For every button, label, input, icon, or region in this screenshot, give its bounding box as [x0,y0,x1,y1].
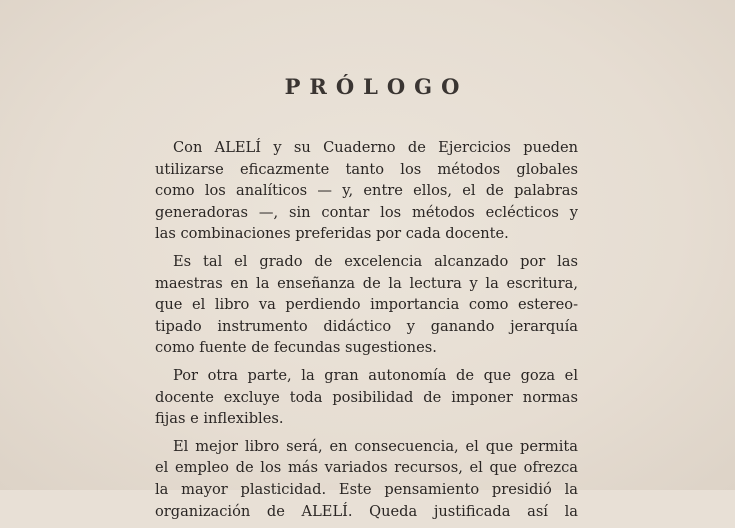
text-line: como los analíticos — y, entre ellos, el de palabras [155,182,578,200]
text-line: docente excluye toda posibilidad de imponer normas [155,388,578,406]
prologue-body [155,137,578,528]
text-line: que el libro va perdiendo importancia como estereo- [155,296,578,314]
paragraph-3 [155,365,578,430]
text-line: El mejor libro será, en consecuencia, el que permita [173,437,578,455]
text-line: fijas e inflexibles. [155,410,284,428]
text-line: la mayor plasticidad. Este pensamiento presidió la [155,480,578,498]
text-line: Por otra parte, la gran autonomía de que goza el [173,366,578,384]
text-line: como fuente de fecundas sugestiones. [155,339,437,357]
text-line: organización de ALELÍ. Queda justificada así la [155,502,578,520]
text-line: las combinaciones preferidas por cada docente. [155,225,509,243]
paragraph-4 [155,436,578,522]
text-line: Con ALELÍ y su Cuaderno de Ejercicios pueden [173,139,578,156]
text-line: Es tal el grado de excelencia alcanzado por las [173,252,578,270]
page-title: PRÓLOGO [284,74,469,99]
text-line: tipado instrumento didáctico y ganando jerarquía [155,317,578,335]
text-line: el empleo de los más variados recursos, el que ofrezca [155,459,578,477]
paragraph-2 [155,251,578,359]
text-line: generadoras —, sin contar los métodos eclécticos y [155,203,578,221]
text-line: utilizarse eficazmente tanto los métodos globales [155,160,578,178]
paragraph-1 [155,137,578,245]
text-line: maestras en la enseñanza de la lectura y la escritura, [155,274,578,292]
